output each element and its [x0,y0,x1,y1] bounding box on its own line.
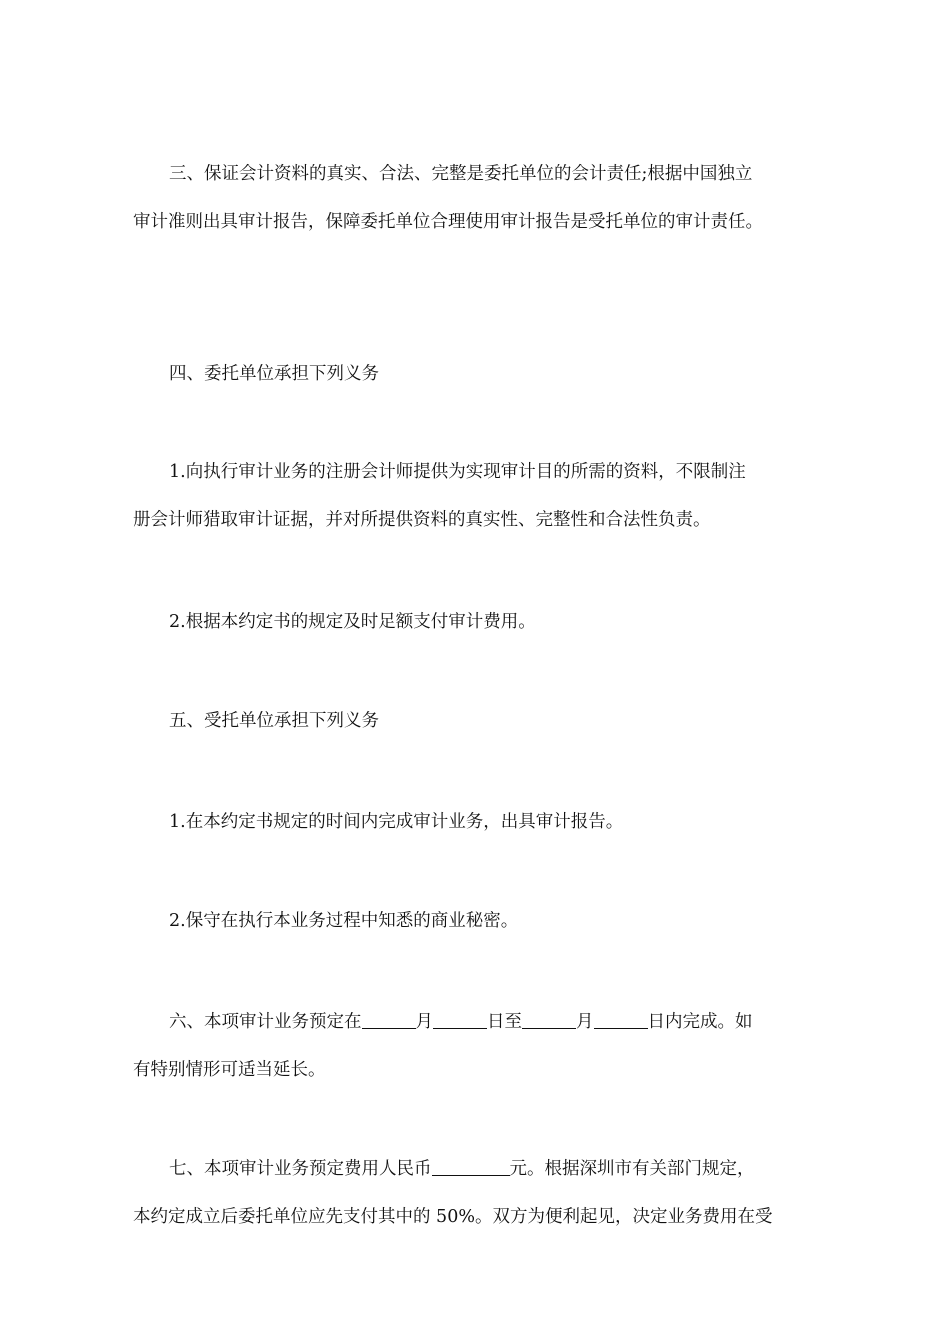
schedule-text-end: 日内完成。如 [647,1012,753,1032]
fee-amount-blank[interactable] [432,1157,510,1176]
start-day-blank[interactable] [433,1010,487,1029]
fee-text-start: 七、本项审计业务预定费用人民币 [169,1159,432,1179]
paragraph-7-line-2: 本约定成立后委托单位应先支付其中的 50%。双方为便利起见，决定业务费用在受 [133,1207,773,1227]
paragraph-3-line-1: 三、保证会计资料的真实、合法、完整是委托单位的会计责任;根据中国独立 [169,164,753,184]
obligations-client-heading: 四、委托单位承担下列义务 [169,364,379,384]
obligations-auditor-heading: 五、受托单位承担下列义务 [169,711,379,731]
paragraph-3-line-2: 审计准则出具审计报告，保障委托单位合理使用审计报告是受托单位的审计责任。 [133,212,763,232]
paragraph-4-item-2 [133,598,833,646]
paragraph-5-item-1 [133,798,833,846]
paragraph-7-line-1 [133,1145,833,1193]
paragraph-6-line-2: 有特别情形可适当延长。 [133,1060,326,1080]
schedule-month-label: 月 [415,1012,433,1032]
paragraph-4-heading [133,350,833,398]
paragraph-3 [133,150,833,246]
client-obligation-1-line-2: 册会计师猎取审计证据，并对所提供资料的真实性、完整性和合法性负责。 [133,510,711,530]
auditor-obligation-2: 2.保守在执行本业务过程中知悉的商业秘密。 [169,911,519,931]
client-obligation-2: 2.根据本约定书的规定及时足额支付审计费用。 [169,612,536,632]
end-month-blank[interactable] [522,1010,576,1029]
paragraph-6 [133,998,833,1094]
fee-text-end: 元。根据深圳市有关部门规定， [509,1159,755,1179]
client-obligation-1-line-1: 1.向执行审计业务的注册会计师提供为实现审计目的所需的资料，不限制注 [169,462,746,482]
auditor-obligation-1: 1.在本约定书规定的时间内完成审计业务，出具审计报告。 [169,812,624,832]
paragraph-4-item-1 [133,448,833,544]
paragraph-7 [133,1145,833,1241]
paragraph-6-line-1 [133,998,833,1046]
paragraph-5-item-2 [133,897,833,945]
schedule-text-start: 六、本项审计业务预定在 [169,1012,362,1032]
end-day-blank[interactable] [594,1010,648,1029]
schedule-day-to-label: 日至 [487,1012,522,1032]
schedule-end-month-label: 月 [576,1012,594,1032]
start-month-blank[interactable] [362,1010,416,1029]
paragraph-5-heading [133,697,833,745]
